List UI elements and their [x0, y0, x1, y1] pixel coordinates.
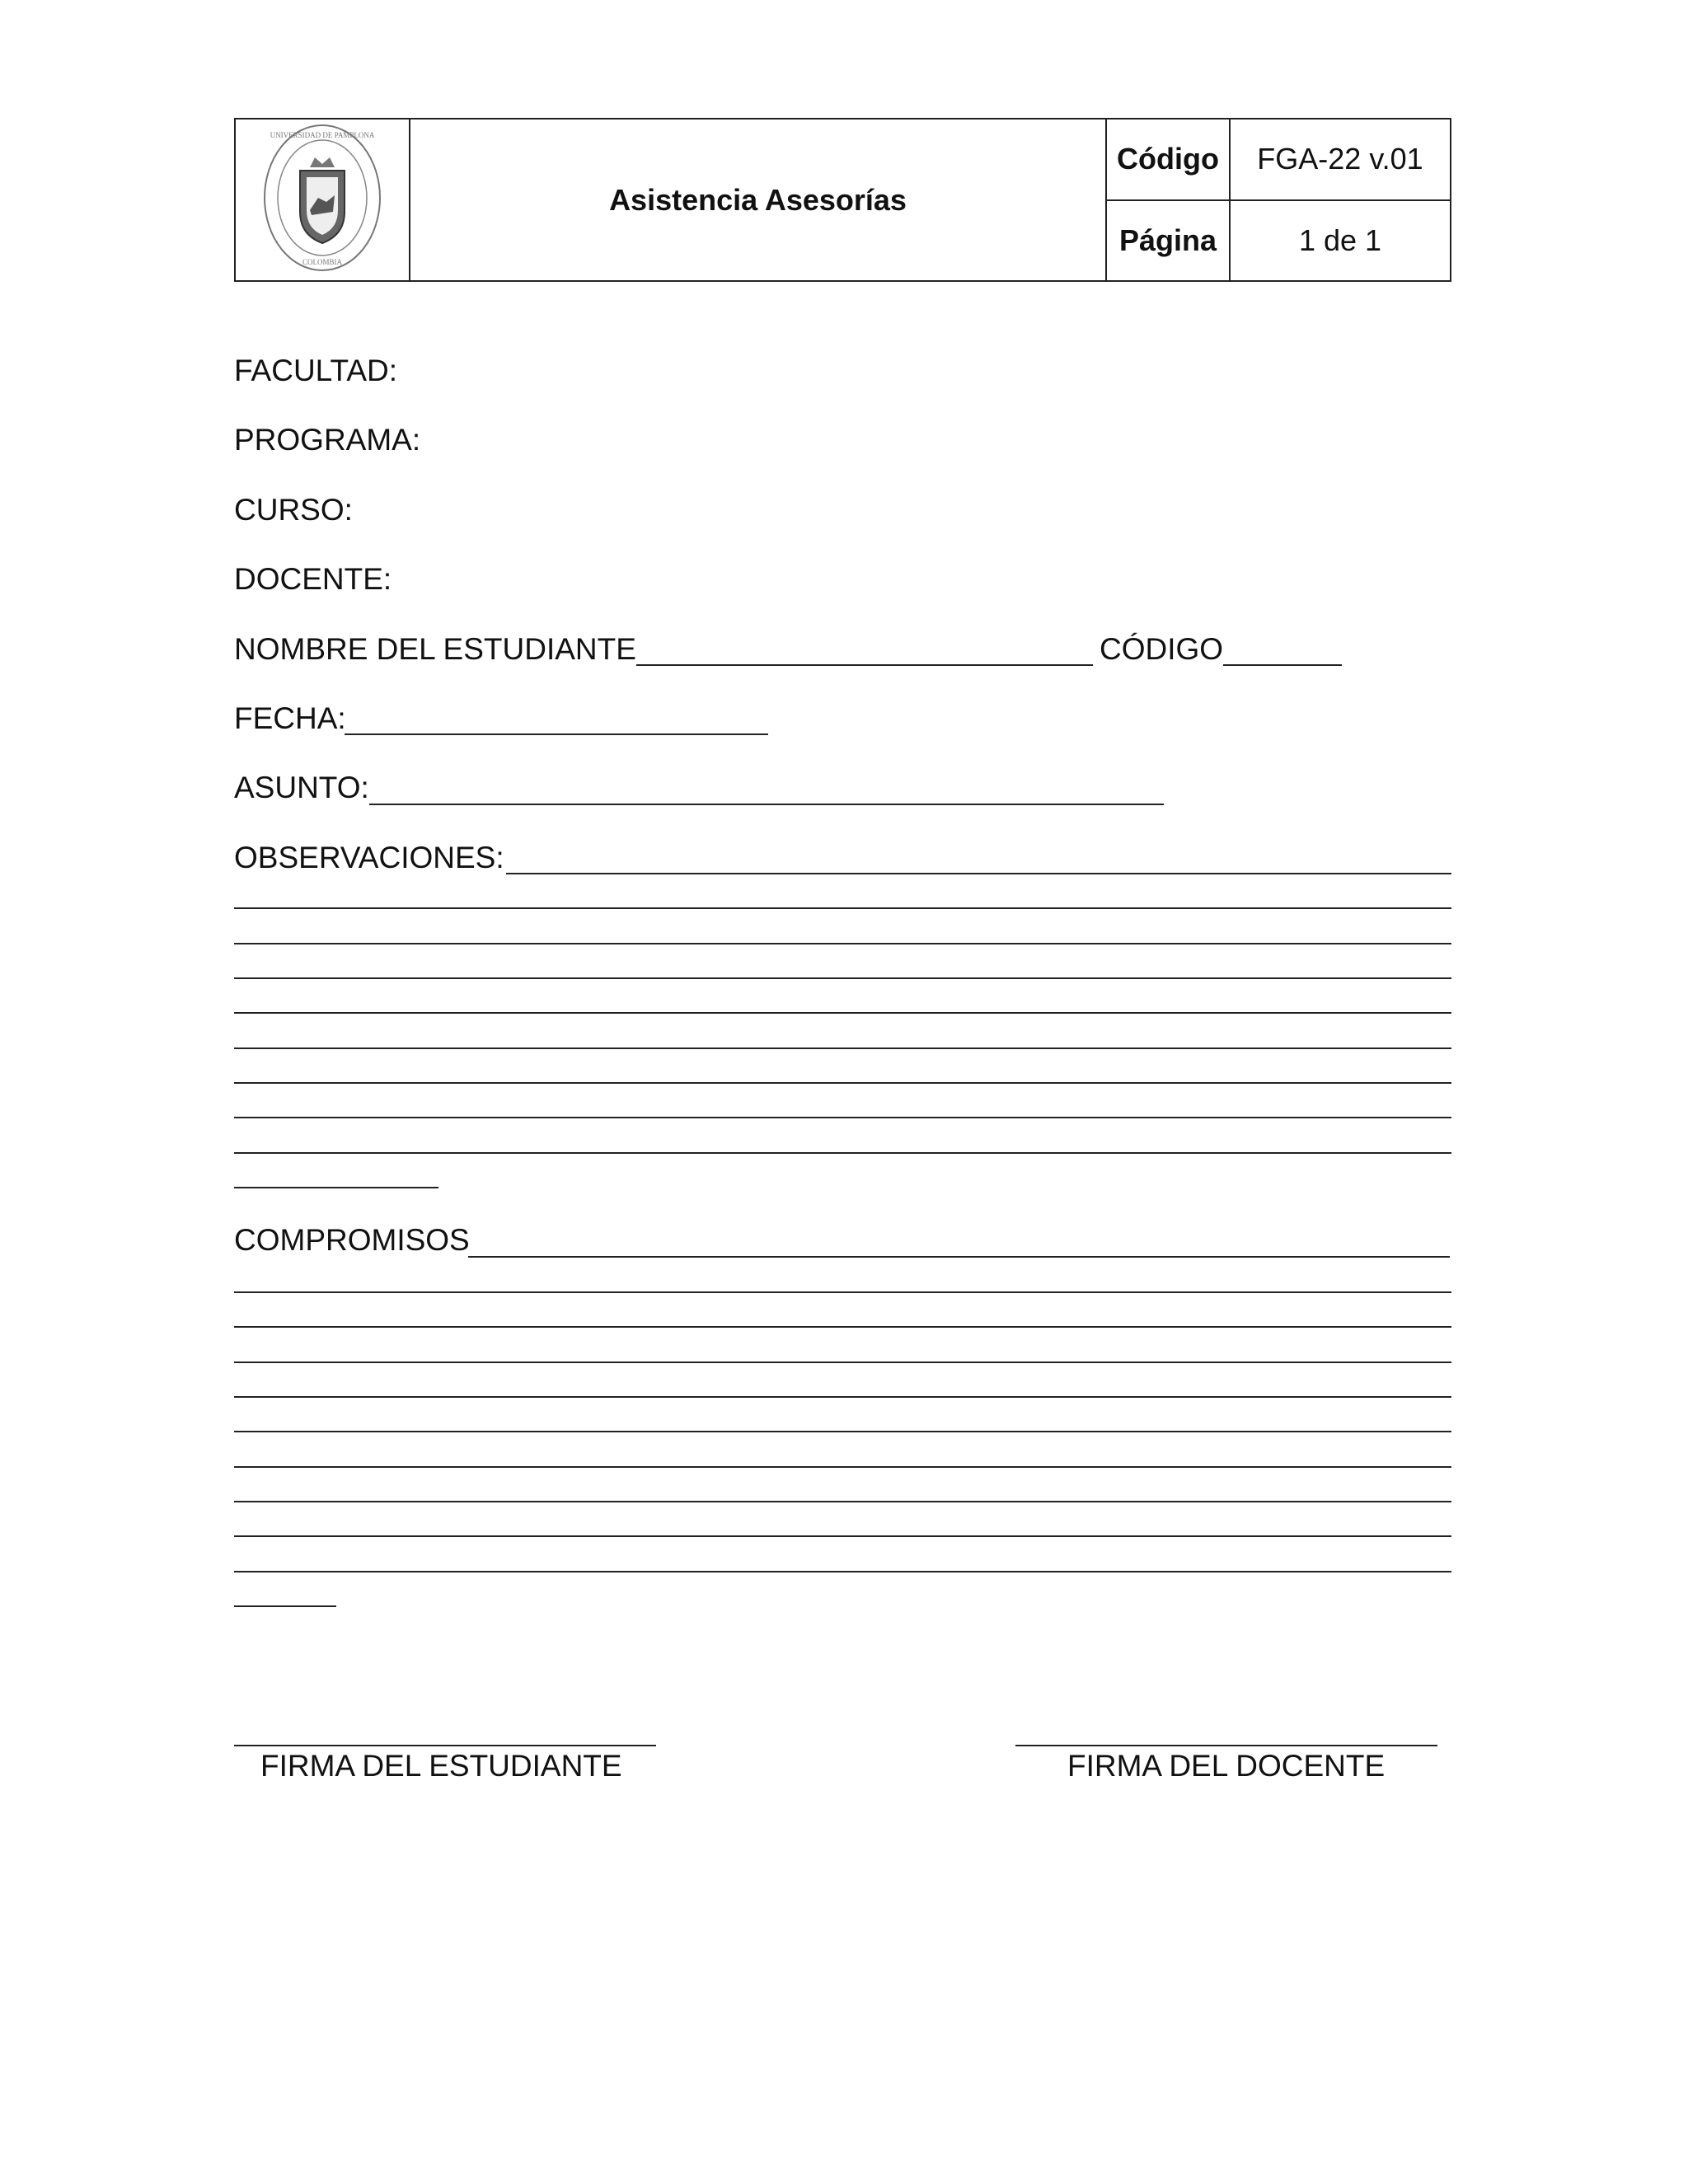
observaciones-label: OBSERVACIONES: — [234, 841, 504, 874]
firma-docente-label: FIRMA DEL DOCENTE — [1067, 1749, 1386, 1783]
seal-text-top: UNIVERSIDAD DE PAMPLONA — [270, 131, 375, 139]
compromisos-line[interactable] — [234, 1431, 1451, 1432]
observaciones-line[interactable] — [234, 1047, 1451, 1049]
firma-estudiante-label: FIRMA DEL ESTUDIANTE — [260, 1749, 622, 1783]
asunto-label: ASUNTO: — [234, 771, 369, 804]
observaciones-line[interactable] — [506, 873, 1451, 874]
compromisos-line[interactable] — [234, 1291, 1451, 1293]
observaciones-line[interactable] — [234, 977, 1451, 979]
page-value: 1 de 1 — [1230, 200, 1451, 282]
compromisos-line[interactable] — [234, 1396, 1451, 1398]
programa-label: PROGRAMA: — [234, 423, 421, 457]
seal-text-bottom: COLOMBIA — [302, 258, 343, 266]
document-title: Asistencia Asesorías — [410, 119, 1106, 281]
compromisos-line[interactable] — [234, 1501, 1451, 1502]
facultad-label: FACULTAD: — [234, 354, 398, 387]
compromisos-line[interactable] — [234, 1361, 1451, 1363]
codigo-label: CÓDIGO — [1100, 632, 1224, 666]
observaciones-line[interactable] — [234, 907, 1451, 909]
docente-label: DOCENTE: — [234, 562, 392, 596]
compromisos-line[interactable] — [234, 1605, 336, 1607]
code-value: FGA-22 v.01 — [1230, 119, 1451, 200]
nombre-estudiante-label: NOMBRE DEL ESTUDIANTE — [234, 632, 636, 666]
observaciones-line[interactable] — [234, 1152, 1451, 1154]
observaciones-line[interactable] — [234, 1117, 1451, 1118]
firma-estudiante-line[interactable] — [234, 1745, 656, 1746]
page-label: Página — [1106, 200, 1230, 282]
fecha-label: FECHA: — [234, 701, 346, 735]
fecha-line[interactable] — [345, 733, 768, 735]
university-seal-icon — [260, 120, 384, 276]
compromisos-line[interactable] — [234, 1466, 1451, 1468]
compromisos-line[interactable] — [468, 1256, 1450, 1258]
compromisos-line[interactable] — [234, 1571, 1451, 1572]
codigo-line[interactable] — [1223, 664, 1342, 666]
compromisos-line[interactable] — [234, 1535, 1451, 1537]
compromisos-label: COMPROMISOS — [234, 1223, 470, 1257]
code-label: Código — [1106, 119, 1230, 200]
document-header — [234, 118, 1451, 282]
observaciones-line[interactable] — [234, 943, 1451, 944]
compromisos-line[interactable] — [234, 1326, 1451, 1328]
observaciones-line[interactable] — [234, 1012, 1451, 1014]
logo-cell — [235, 119, 410, 281]
nombre-estudiante-line[interactable] — [636, 664, 1093, 666]
asunto-line[interactable] — [369, 804, 1164, 805]
curso-label: CURSO: — [234, 493, 353, 527]
firma-docente-line[interactable] — [1015, 1745, 1437, 1746]
observaciones-line[interactable] — [234, 1082, 1451, 1084]
observaciones-line[interactable] — [234, 1187, 438, 1188]
